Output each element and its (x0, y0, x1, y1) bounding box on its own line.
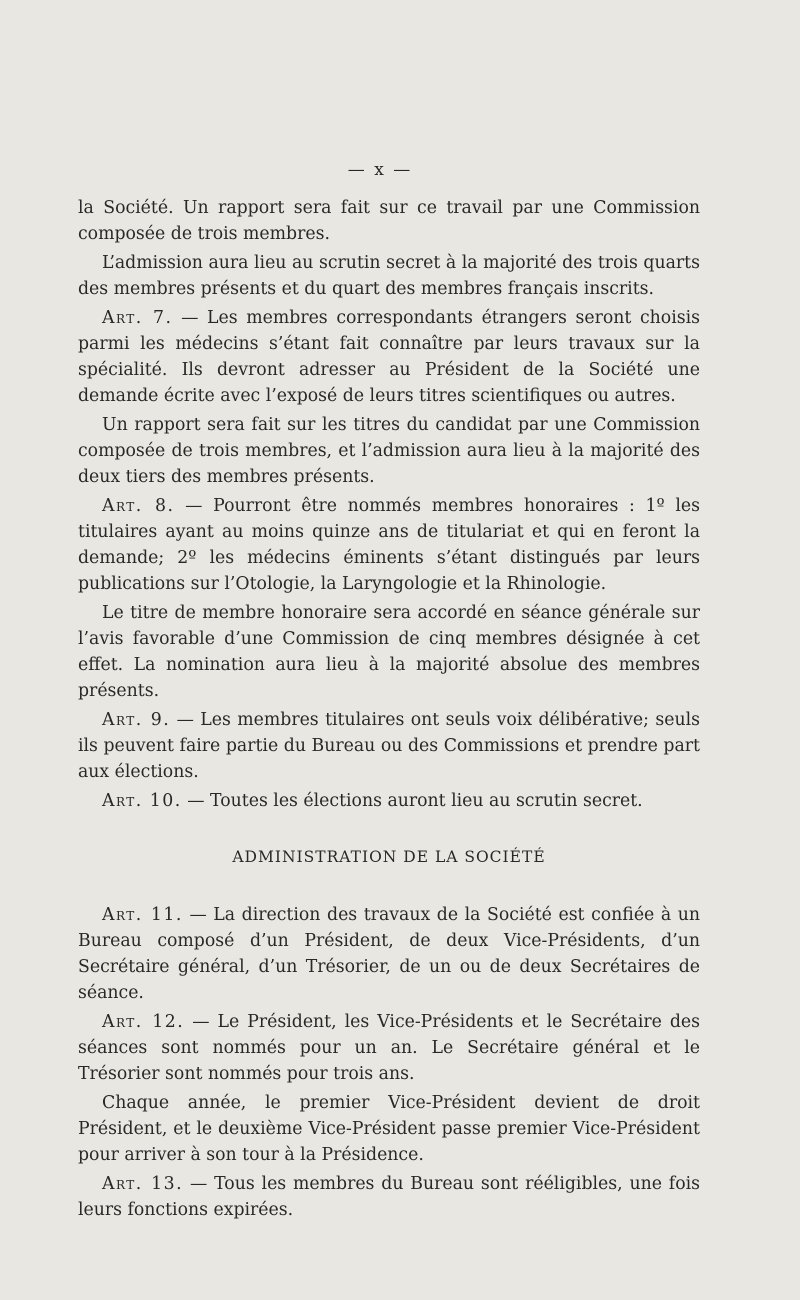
section-heading: ADMINISTRATION DE LA SOCIÉTÉ (232, 848, 546, 866)
article-text: — Le Président, les Vice-Présidents et le Secrétaire des séances sont nommés pour un an. Le Secrétaire général et le Trésorier sont nommés pour trois ans. (78, 1012, 700, 1084)
paragraph-text: L’admission aura lieu au scrutin secret à la majorité des trois quarts des membres présents et du quart des membres français inscrits. (78, 253, 700, 299)
article-label: Art. 9. (102, 710, 171, 730)
article-text: — Toutes les élections auront lieu au scrutin secret. (181, 791, 643, 811)
body-text (78, 195, 700, 1223)
paragraph-text: Le titre de membre honoraire sera accordé en séance générale sur l’avis favorable d’une Commission de cinq membres désignée à cet effet. La nomination aura lieu à la majorité absolue des membres présents. (78, 603, 700, 701)
article-8 (78, 493, 700, 597)
page-number: — x — (347, 160, 413, 180)
article-text: — Les membres correspondants étrangers seront choisis parmi les médecins s’étant fait connaître par leurs travaux sur la spécialité. Ils devront adresser au Président de la Société une demande écrite avec l’exposé de leurs titres scientifiques ou autres. (78, 308, 700, 406)
article-12 (78, 1009, 700, 1087)
paragraph-text: Chaque année, le premier Vice-Président devient de droit Président, et le deuxième Vice-Président passe premier Vice-Président pour arriver à son tour à la Présidence. (78, 1093, 700, 1165)
article-label: Art. 12. (102, 1012, 185, 1032)
article-label: Art. 11. (102, 905, 183, 925)
paragraph-titre-honoraire (78, 600, 700, 704)
article-13 (78, 1171, 700, 1223)
article-label: Art. 13. (102, 1174, 184, 1194)
paragraphs-before-heading (78, 195, 700, 814)
article-10 (78, 788, 700, 814)
article-text: — Pourront être nommés membres honoraires : 1º les titulaires ayant au moins quinze ans de titulariat et qui en feront la demande; 2º les médecins éminents s’étant distingués par leurs publications sur l’Otologie, la Laryngologie et la Rhinologie. (78, 496, 700, 594)
paragraph-rapport (78, 412, 700, 490)
paragraph-admission (78, 250, 700, 302)
article-text: — Les membres titulaires ont seuls voix délibérative; seuls ils peuvent faire partie du Bureau ou des Commissions et prendre part aux élections. (78, 710, 700, 782)
article-11 (78, 902, 700, 1006)
paragraphs-after-heading (78, 902, 700, 1223)
article-9 (78, 707, 700, 785)
article-label: Art. 10. (102, 791, 182, 811)
paragraph-text: la Société. Un rapport sera fait sur ce travail par une Commission composée de trois membres. (78, 198, 700, 244)
article-7 (78, 305, 700, 409)
paragraph-chaque-annee (78, 1090, 700, 1168)
article-label: Art. 8. (102, 496, 175, 516)
paragraph-continuation (78, 195, 700, 247)
article-label: Art. 7. (102, 308, 173, 328)
article-text: — Tous les membres du Bureau sont rééligibles, une fois leurs fonctions expirées. (78, 1174, 700, 1220)
paragraph-text: Un rapport sera fait sur les titres du candidat par une Commission composée de trois membres, et l’admission aura lieu à la majorité des deux tiers des membres présents. (78, 415, 700, 487)
article-text: — La direction des travaux de la Société est confiée à un Bureau composé d’un Président, de deux Vice-Présidents, d’un Secrétaire général, d’un Trésorier, de un ou de deux Secrétaires de séance. (78, 905, 700, 1003)
